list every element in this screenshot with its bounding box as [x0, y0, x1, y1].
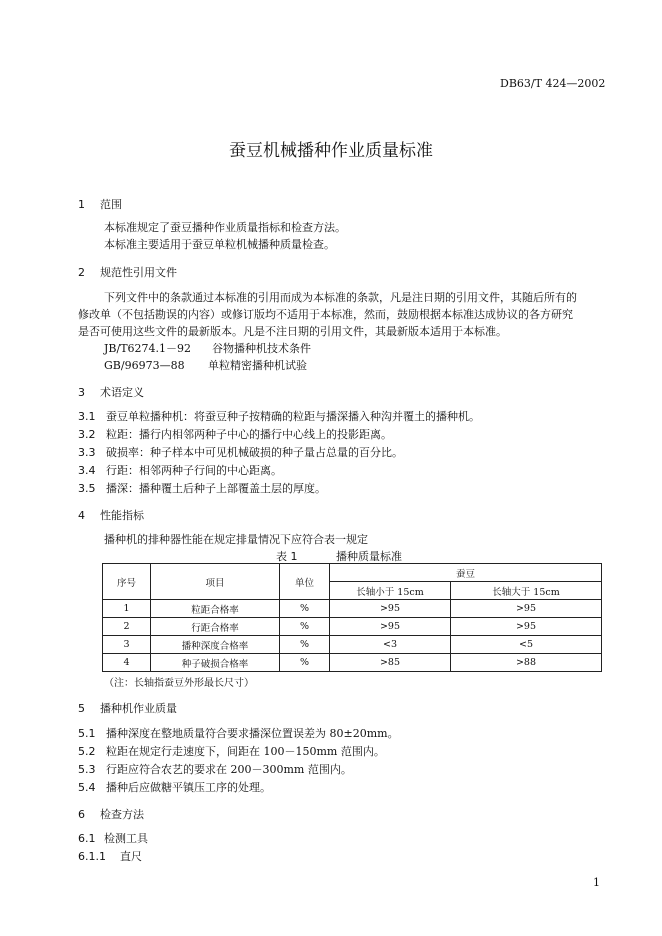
table-row	[103, 618, 602, 636]
section-title: 性能指标	[100, 509, 144, 522]
table-row	[103, 654, 602, 672]
cell-seq: 2	[103, 618, 151, 636]
requirement-item	[78, 725, 399, 741]
clause-number: 3.2	[78, 428, 96, 441]
paragraph-line: 下列文件中的条款通过本标准的引用而成为本标准的条款，凡是注日期的引用文件，其随后所有的	[104, 291, 577, 304]
clause-number: 5.1	[78, 727, 96, 740]
cell-unit: %	[280, 636, 330, 654]
quality-table	[102, 563, 602, 672]
section-6-heading	[78, 806, 144, 822]
cell-item: 种子破损合格率	[151, 654, 280, 672]
section-title: 规范性引用文件	[100, 266, 177, 279]
clause-number: 3.4	[78, 464, 96, 477]
section-number: 5	[78, 702, 85, 715]
cell-value-a: >95	[330, 618, 451, 636]
clause-number: 3.1	[78, 410, 96, 423]
requirement-text: 粒距在规定行走速度下，间距在 100－150mm 范围内。	[106, 745, 385, 758]
definition-text: 播深：播种覆土后种子上部覆盖土层的厚度。	[106, 482, 326, 495]
paragraph-line: 修改单（不包括勘误的内容）或修订版均不适用于本标准，然而，鼓励根据本标准达成协议的各方研究	[78, 308, 573, 321]
cell-unit: %	[280, 600, 330, 618]
requirement-item	[78, 779, 271, 795]
requirement-item	[78, 743, 385, 759]
header-cell-unit: 单位	[280, 564, 330, 600]
paragraph: 本标准主要适用于蚕豆单粒机械播种质量检查。	[104, 238, 335, 251]
cell-seq: 1	[103, 600, 151, 618]
table-caption	[276, 548, 402, 564]
cell-value-b: >88	[451, 654, 602, 672]
document-title: 蚕豆机械播种作业质量标准	[229, 141, 433, 161]
cell-value-b: <5	[451, 636, 602, 654]
subsection-heading	[78, 830, 148, 846]
document-number: DB63/T 424—2002	[500, 77, 606, 90]
section-title: 术语定义	[100, 386, 144, 399]
table-header-row	[103, 564, 602, 582]
table-row	[103, 636, 602, 654]
reference-title: 谷物播种机技术条件	[212, 342, 311, 355]
section-number: 6	[78, 808, 85, 821]
header-cell-short-axis: 长轴小于 15cm	[330, 582, 451, 600]
section-title: 播种机作业质量	[100, 702, 177, 715]
table-label: 表 1	[276, 550, 298, 563]
cell-unit: %	[280, 654, 330, 672]
clause-number: 5.3	[78, 763, 96, 776]
paragraph: 播种机的排种器性能在规定排量情况下应符合表一规定	[104, 533, 368, 546]
section-5-heading	[78, 700, 177, 716]
requirement-text: 行距应符合农艺的要求在 200－300mm 范围内。	[106, 763, 352, 776]
cell-item: 播种深度合格率	[151, 636, 280, 654]
clause-number: 6.1	[78, 832, 96, 845]
reference-item	[104, 340, 311, 356]
page-number: 1	[593, 876, 600, 889]
clause-number: 5.4	[78, 781, 96, 794]
header-cell-crop: 蚕豆	[330, 564, 602, 582]
cell-value-b: >95	[451, 600, 602, 618]
clause-number: 3.3	[78, 446, 96, 459]
section-title: 检查方法	[100, 808, 144, 821]
section-number: 1	[78, 198, 85, 211]
cell-value-a: <3	[330, 636, 451, 654]
table-note: （注：长轴指蚕豆外形最长尺寸）	[104, 678, 254, 689]
clause-number: 3.5	[78, 482, 96, 495]
subsubsection-title: 直尺	[120, 850, 142, 863]
section-2-heading	[78, 264, 177, 280]
header-cell-long-axis: 长轴大于 15cm	[451, 582, 602, 600]
definition-item	[78, 408, 480, 424]
section-number: 4	[78, 509, 85, 522]
paragraph-line: 是否可使用这些文件的最新版本。凡是不注日期的引用文件，其最新版本适用于本标准。	[78, 325, 507, 338]
cell-seq: 4	[103, 654, 151, 672]
cell-value-a: >95	[330, 600, 451, 618]
definition-text: 蚕豆单粒播种机：将蚕豆种子按精确的粒距与播深播入种沟并覆土的播种机。	[106, 410, 480, 423]
reference-code: GB/96973—88	[104, 359, 185, 372]
cell-item: 粒距合格率	[151, 600, 280, 618]
section-number: 3	[78, 386, 85, 399]
definition-text: 粒距：播行内相邻两种子中心的播行中心线上的投影距离。	[106, 428, 392, 441]
header-cell-seq: 序号	[103, 564, 151, 600]
subsubsection-heading	[78, 848, 142, 864]
requirement-text: 播种后应做糖平镇压工序的处理。	[106, 781, 271, 794]
definition-text: 破损率：种子样本中可见机械破损的种子量占总量的百分比。	[106, 446, 403, 459]
requirement-item	[78, 761, 352, 777]
definition-item	[78, 462, 282, 478]
cell-unit: %	[280, 618, 330, 636]
reference-code: JB/T6274.1－92	[104, 342, 192, 355]
paragraph: 本标准规定了蚕豆播种作业质量指标和检查方法。	[104, 221, 346, 234]
table-title: 播种质量标准	[336, 550, 402, 563]
definition-item	[78, 444, 403, 460]
section-1-heading	[78, 196, 122, 212]
clause-number: 5.2	[78, 745, 96, 758]
section-title: 范围	[100, 198, 122, 211]
header-cell-item: 项目	[151, 564, 280, 600]
table-row	[103, 600, 602, 618]
definition-item	[78, 480, 326, 496]
section-3-heading	[78, 384, 144, 400]
cell-seq: 3	[103, 636, 151, 654]
reference-item	[104, 357, 307, 373]
cell-value-b: >95	[451, 618, 602, 636]
requirement-text: 播种深度在整地质量符合要求播深位置误差为 80±20mm。	[106, 727, 399, 740]
subsection-title: 检测工具	[104, 832, 148, 845]
cell-value-a: >85	[330, 654, 451, 672]
clause-number: 6.1.1	[78, 850, 106, 863]
definition-text: 行距：相邻两种子行间的中心距离。	[106, 464, 282, 477]
section-number: 2	[78, 266, 85, 279]
section-4-heading	[78, 507, 144, 523]
cell-item: 行距合格率	[151, 618, 280, 636]
definition-item	[78, 426, 392, 442]
reference-title: 单粒精密播种机试验	[208, 359, 307, 372]
